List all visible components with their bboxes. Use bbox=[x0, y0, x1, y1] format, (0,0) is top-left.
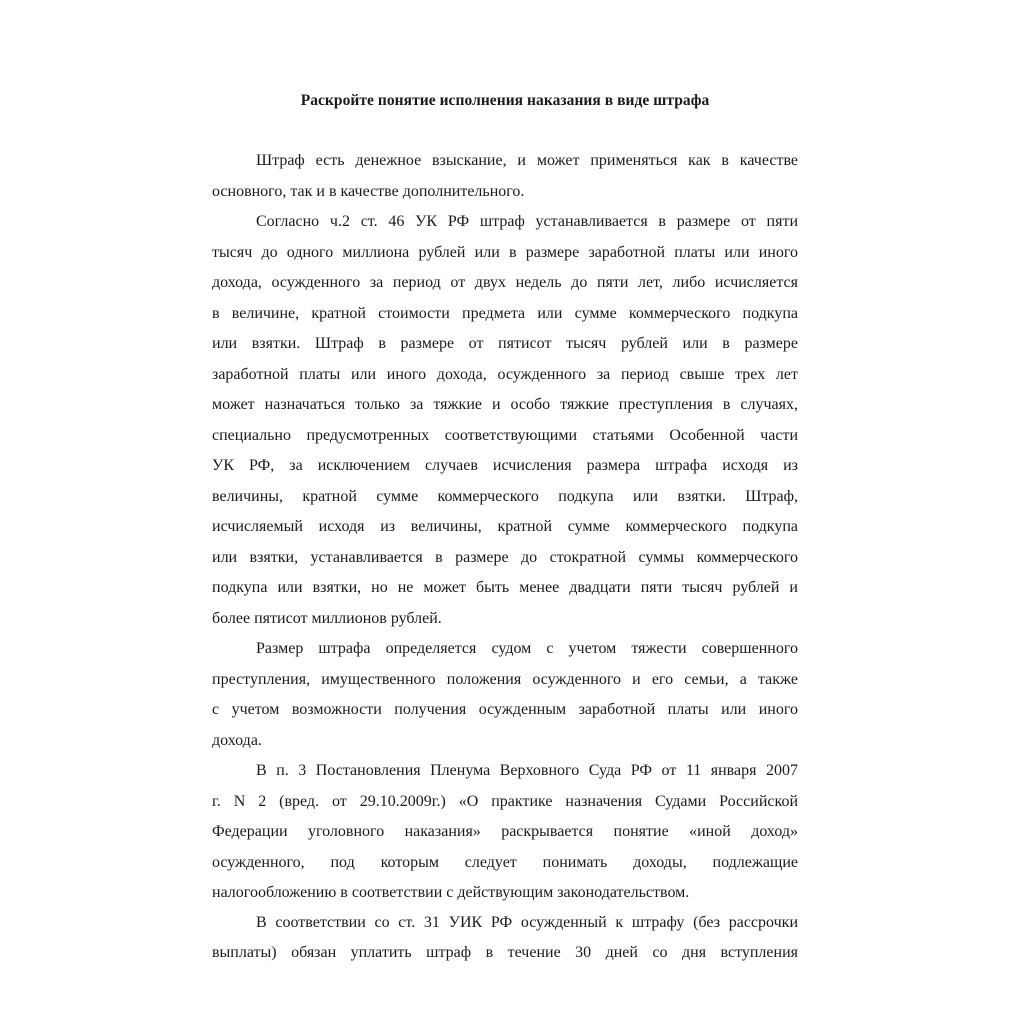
text-line: подкупа или взятки, но не может быть менее двадцати пяти тысяч рублей и bbox=[212, 579, 798, 596]
text-line: Согласно ч.2 ст. 46 УК РФ штраф устанавливается в размере от пяти bbox=[256, 213, 798, 230]
text-line: преступления, имущественного положения осужденного и его семьи, а также bbox=[212, 671, 798, 688]
text-line: основного, так и в качестве дополнительного. bbox=[212, 183, 525, 200]
text-line: в величине, кратной стоимости предмета или сумме коммерческого подкупа bbox=[212, 305, 798, 322]
cut-off-line-container bbox=[212, 942, 798, 961]
text-line: исчисляемый исходя из величины, кратной сумме коммерческого подкупа bbox=[212, 518, 798, 535]
text-line: или взятки. Штраф в размере от пятисот тысяч рублей или в размере bbox=[212, 335, 798, 352]
text-line: В п. 3 Постановления Пленума Верховного Суда РФ от 11 января 2007 bbox=[256, 762, 798, 779]
text-line: УК РФ, за исключением случаев исчисления размера штрафа исходя из bbox=[212, 457, 798, 474]
text-line: заработной платы или иного дохода, осужденного за период свыше трех лет bbox=[212, 366, 798, 383]
text-line: более пятисот миллионов рублей. bbox=[212, 610, 442, 627]
text-line: дохода, осужденного за период от двух недель до пяти лет, либо исчисляется bbox=[212, 274, 798, 291]
text-line: Штраф есть денежное взыскание, и может применяться как в качестве bbox=[256, 152, 798, 169]
text-line: налогообложению в соответствии с действующим законодательством. bbox=[212, 884, 690, 901]
text-line: величины, кратной сумме коммерческого подкупа или взятки. Штраф, bbox=[212, 488, 798, 505]
text-line: или взятки, устанавливается в размере до стократной суммы коммерческого bbox=[212, 549, 798, 566]
text-line: с учетом возможности получения осужденным заработной платы или иного bbox=[212, 701, 798, 718]
text-line: тысяч до одного миллиона рублей или в размере заработной платы или иного bbox=[212, 244, 798, 261]
text-line: Федерации уголовного наказания» раскрывается понятие «иной доход» bbox=[212, 823, 798, 840]
text-line: Размер штрафа определяется судом с учетом тяжести совершенного bbox=[256, 640, 798, 657]
text-line: дохода. bbox=[212, 732, 262, 749]
text-line: специально предусмотренных соответствующими статьями Особенной части bbox=[212, 427, 798, 444]
document-title: Раскройте понятие исполнения наказания в виде штрафа bbox=[300, 92, 710, 109]
text-line: осужденного, под которым следует понимать доходы, подлежащие bbox=[212, 854, 798, 871]
text-line: В соответствии со ст. 31 УИК РФ осужденный к штрафу (без рассрочки bbox=[256, 914, 798, 931]
text-line: может назначаться только за тяжкие и особо тяжкие преступления в случаях, bbox=[212, 396, 798, 413]
cut-off-line: выплаты) обязан уплатить штраф в течение 30 дней со дня вступления bbox=[212, 944, 798, 961]
text-line: г. N 2 (вред. от 29.10.2009г.) «О практике назначения Судами Российской bbox=[212, 793, 798, 810]
